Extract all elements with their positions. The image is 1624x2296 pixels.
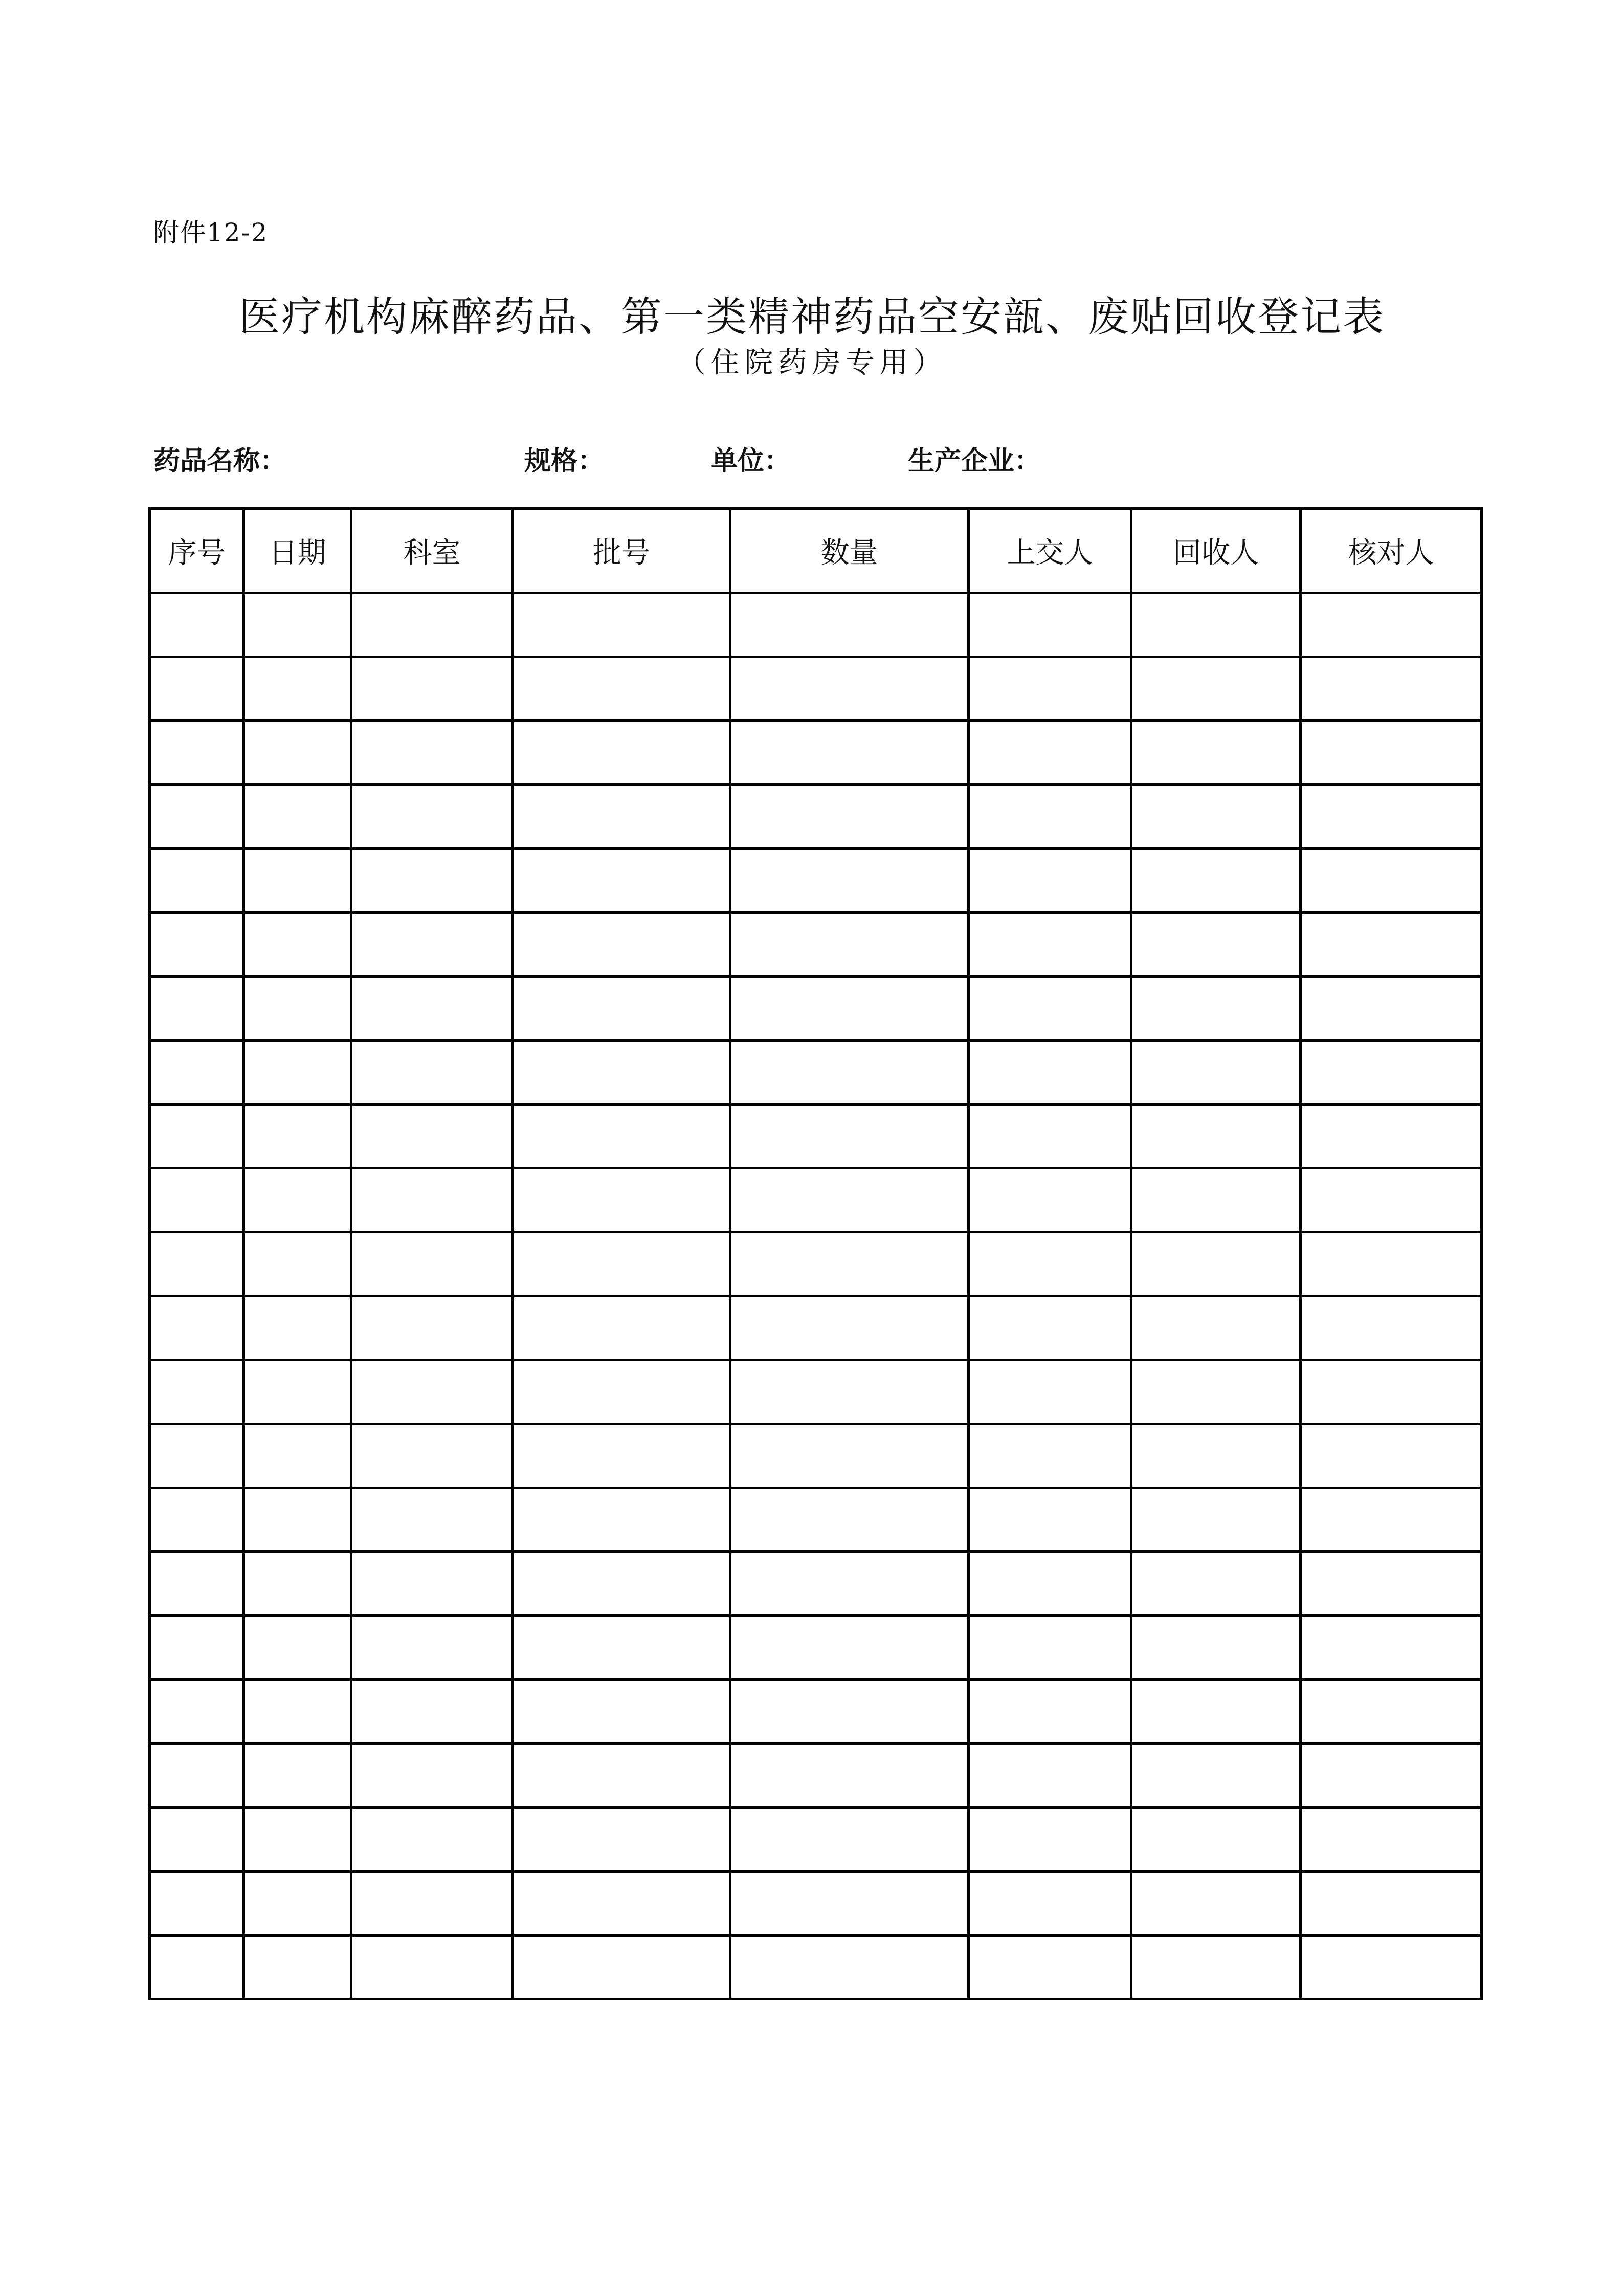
table-row: [150, 1041, 1482, 1105]
table-cell[interactable]: [730, 1808, 969, 1872]
table-row: [150, 1872, 1482, 1935]
table-cell[interactable]: [969, 1488, 1131, 1552]
table-cell[interactable]: [513, 1935, 730, 1999]
table-cell[interactable]: [150, 1872, 244, 1935]
table-cell[interactable]: [244, 1168, 351, 1232]
unit-label: 单位：: [711, 446, 791, 477]
table-cell[interactable]: [351, 1935, 513, 1999]
table-cell[interactable]: [351, 1744, 513, 1808]
table-cell[interactable]: [244, 1808, 351, 1872]
header-verifier: 核对人: [1301, 509, 1482, 593]
table-row: [150, 1808, 1482, 1872]
form-title: 医疗机构麻醉药品、第一类精神药品空安瓿、废贴回收登记表: [239, 293, 1385, 341]
table-cell[interactable]: [244, 721, 351, 785]
table-cell[interactable]: [351, 721, 513, 785]
spec-label: 规格：: [524, 446, 605, 477]
table-cell[interactable]: [513, 1744, 730, 1808]
header-batch-number: 批号: [513, 509, 730, 593]
table-cell[interactable]: [1131, 1424, 1301, 1488]
table-cell[interactable]: [730, 1935, 969, 1999]
table-row: [150, 849, 1482, 913]
table-cell[interactable]: [730, 1168, 969, 1232]
table-cell[interactable]: [150, 1488, 244, 1552]
table-cell[interactable]: [351, 1360, 513, 1424]
table-cell[interactable]: [244, 1041, 351, 1105]
table-cell[interactable]: [513, 1616, 730, 1680]
table-cell[interactable]: [513, 1232, 730, 1296]
table-row: [150, 977, 1482, 1041]
table-cell[interactable]: [150, 1680, 244, 1744]
table-cell[interactable]: [1131, 1041, 1301, 1105]
table-cell[interactable]: [513, 1296, 730, 1360]
table-cell[interactable]: [150, 657, 244, 721]
table-cell[interactable]: [1301, 721, 1482, 785]
table-cell[interactable]: [969, 1872, 1131, 1935]
table-cell[interactable]: [351, 1041, 513, 1105]
table-cell[interactable]: [150, 1808, 244, 1872]
table-cell[interactable]: [730, 1744, 969, 1808]
table-cell[interactable]: [1131, 1168, 1301, 1232]
table-row: [150, 1105, 1482, 1168]
table-cell[interactable]: [244, 1616, 351, 1680]
table-cell[interactable]: [730, 1296, 969, 1360]
header-quantity: 数量: [730, 509, 969, 593]
table-cell[interactable]: [730, 1232, 969, 1296]
table-cell[interactable]: [513, 785, 730, 849]
table-cell[interactable]: [244, 657, 351, 721]
table-row: [150, 1744, 1482, 1808]
table-cell[interactable]: [513, 1808, 730, 1872]
table-cell[interactable]: [1301, 785, 1482, 849]
table-cell[interactable]: [244, 1680, 351, 1744]
table-cell[interactable]: [1301, 1168, 1482, 1232]
table-cell[interactable]: [969, 849, 1131, 913]
table-cell[interactable]: [244, 1232, 351, 1296]
table-cell[interactable]: [351, 785, 513, 849]
table-cell[interactable]: [351, 1616, 513, 1680]
table-cell[interactable]: [150, 1168, 244, 1232]
table-row: [150, 1360, 1482, 1424]
table-cell[interactable]: [969, 1680, 1131, 1744]
table-cell[interactable]: [730, 849, 969, 913]
table-cell[interactable]: [1301, 1232, 1482, 1296]
attachment-number: 附件12-2: [153, 218, 269, 247]
table-cell[interactable]: [969, 1616, 1131, 1680]
table-row: [150, 785, 1482, 849]
table-cell[interactable]: [1131, 1808, 1301, 1872]
table-cell[interactable]: [244, 1488, 351, 1552]
table-cell[interactable]: [1131, 1552, 1301, 1616]
table-cell[interactable]: [969, 657, 1131, 721]
table-cell[interactable]: [730, 1872, 969, 1935]
table-cell[interactable]: [351, 977, 513, 1041]
table-cell[interactable]: [1301, 977, 1482, 1041]
table-cell[interactable]: [351, 1424, 513, 1488]
table-cell[interactable]: [513, 1680, 730, 1744]
table-cell[interactable]: [730, 1424, 969, 1488]
table-cell[interactable]: [969, 1360, 1131, 1424]
table-cell[interactable]: [244, 1105, 351, 1168]
table-cell[interactable]: [1301, 913, 1482, 977]
table-cell[interactable]: [1131, 785, 1301, 849]
table-cell[interactable]: [244, 1296, 351, 1360]
table-cell[interactable]: [969, 1935, 1131, 1999]
table-cell[interactable]: [1131, 1360, 1301, 1424]
table-cell[interactable]: [730, 1105, 969, 1168]
table-cell[interactable]: [969, 913, 1131, 977]
table-cell[interactable]: [969, 1744, 1131, 1808]
table-cell[interactable]: [1301, 1424, 1482, 1488]
table-cell[interactable]: [150, 1296, 244, 1360]
table-cell[interactable]: [1301, 1744, 1482, 1808]
table-cell[interactable]: [244, 913, 351, 977]
table-cell[interactable]: [513, 977, 730, 1041]
table-cell[interactable]: [244, 1935, 351, 1999]
table-row: [150, 1935, 1482, 1999]
table-cell[interactable]: [150, 1935, 244, 1999]
table-cell[interactable]: [1301, 1041, 1482, 1105]
header-date: 日期: [244, 509, 351, 593]
table-row: [150, 1424, 1482, 1488]
table-cell[interactable]: [1301, 849, 1482, 913]
table-cell[interactable]: [1301, 1680, 1482, 1744]
table-cell[interactable]: [969, 1552, 1131, 1616]
table-cell[interactable]: [1301, 1488, 1482, 1552]
table-cell[interactable]: [1131, 1616, 1301, 1680]
table-cell[interactable]: [1301, 1360, 1482, 1424]
table-cell[interactable]: [969, 1296, 1131, 1360]
table-cell[interactable]: [1301, 1616, 1482, 1680]
table-cell[interactable]: [1301, 1296, 1482, 1360]
table-cell[interactable]: [730, 721, 969, 785]
table-cell[interactable]: [513, 913, 730, 977]
table-cell[interactable]: [1301, 593, 1482, 657]
table-cell[interactable]: [730, 785, 969, 849]
table-cell[interactable]: [1131, 1488, 1301, 1552]
table-cell[interactable]: [1131, 1680, 1301, 1744]
table-cell[interactable]: [150, 1424, 244, 1488]
table-cell[interactable]: [1131, 1935, 1301, 1999]
table-cell[interactable]: [351, 593, 513, 657]
table-cell[interactable]: [351, 1808, 513, 1872]
table-cell[interactable]: [969, 977, 1131, 1041]
table-cell[interactable]: [730, 913, 969, 977]
table-row: [150, 1168, 1482, 1232]
table-cell[interactable]: [1131, 593, 1301, 657]
table-cell[interactable]: [244, 977, 351, 1041]
table-cell[interactable]: [150, 913, 244, 977]
table-cell[interactable]: [969, 1041, 1131, 1105]
table-row: [150, 1616, 1482, 1680]
table-cell[interactable]: [730, 1041, 969, 1105]
table-cell[interactable]: [244, 1744, 351, 1808]
table-cell[interactable]: [969, 1168, 1131, 1232]
table-cell[interactable]: [351, 657, 513, 721]
table-cell[interactable]: [969, 1105, 1131, 1168]
table-cell[interactable]: [969, 721, 1131, 785]
recovery-register-table: [148, 507, 1483, 2000]
table-cell[interactable]: [351, 1296, 513, 1360]
header-collector: 回收人: [1131, 509, 1301, 593]
table-cell[interactable]: [150, 1232, 244, 1296]
header-department: 科室: [351, 509, 513, 593]
table-cell[interactable]: [730, 1488, 969, 1552]
manufacturer-label: 生产企业：: [908, 446, 1041, 477]
header-submitter: 上交人: [969, 509, 1131, 593]
table-cell[interactable]: [1301, 1552, 1482, 1616]
table-cell[interactable]: [244, 593, 351, 657]
table-cell[interactable]: [969, 1424, 1131, 1488]
table-cell[interactable]: [244, 1424, 351, 1488]
table-cell[interactable]: [1131, 657, 1301, 721]
table-cell[interactable]: [351, 1872, 513, 1935]
table-cell[interactable]: [513, 1105, 730, 1168]
table-cell[interactable]: [513, 849, 730, 913]
drug-name-label: 药品名称：: [153, 446, 287, 477]
table-cell[interactable]: [730, 1552, 969, 1616]
table-cell[interactable]: [351, 913, 513, 977]
table-cell[interactable]: [513, 1552, 730, 1616]
table-header-row: [150, 509, 1482, 593]
table-cell[interactable]: [1131, 1872, 1301, 1935]
table-cell[interactable]: [244, 1552, 351, 1616]
table-cell[interactable]: [244, 1872, 351, 1935]
table-cell[interactable]: [1301, 1935, 1482, 1999]
table-row: [150, 593, 1482, 657]
table-cell[interactable]: [150, 1616, 244, 1680]
table-cell[interactable]: [1131, 1232, 1301, 1296]
table-cell[interactable]: [513, 1041, 730, 1105]
table-row: [150, 1488, 1482, 1552]
table-cell[interactable]: [351, 1680, 513, 1744]
table-cell[interactable]: [150, 785, 244, 849]
table-cell[interactable]: [513, 1168, 730, 1232]
table-cell[interactable]: [351, 1232, 513, 1296]
table-cell[interactable]: [150, 1360, 244, 1424]
table-cell[interactable]: [513, 1360, 730, 1424]
table-cell[interactable]: [351, 849, 513, 913]
table-cell[interactable]: [1131, 913, 1301, 977]
table-row: [150, 721, 1482, 785]
table-cell[interactable]: [1131, 977, 1301, 1041]
table-cell[interactable]: [1131, 1296, 1301, 1360]
table-cell[interactable]: [730, 1616, 969, 1680]
table-cell[interactable]: [730, 1680, 969, 1744]
table-row: [150, 1232, 1482, 1296]
table-cell[interactable]: [969, 785, 1131, 849]
table-cell[interactable]: [730, 657, 969, 721]
table-cell[interactable]: [513, 1488, 730, 1552]
table-row: [150, 1552, 1482, 1616]
table-cell[interactable]: [1301, 657, 1482, 721]
table-cell[interactable]: [730, 977, 969, 1041]
table-cell[interactable]: [513, 657, 730, 721]
table-row: [150, 913, 1482, 977]
table-cell[interactable]: [244, 849, 351, 913]
table-cell[interactable]: [1131, 1105, 1301, 1168]
form-subtitle: （住院药房专用）: [677, 346, 947, 379]
table-cell[interactable]: [150, 977, 244, 1041]
table-cell[interactable]: [969, 1232, 1131, 1296]
table-cell[interactable]: [1301, 1105, 1482, 1168]
table-cell[interactable]: [730, 593, 969, 657]
table-cell[interactable]: [1131, 1744, 1301, 1808]
table-cell[interactable]: [150, 1744, 244, 1808]
table-row: [150, 1680, 1482, 1744]
table-cell[interactable]: [351, 1168, 513, 1232]
table-cell[interactable]: [150, 1105, 244, 1168]
table-cell[interactable]: [244, 785, 351, 849]
table-cell[interactable]: [1131, 849, 1301, 913]
table-cell[interactable]: [513, 721, 730, 785]
table-cell[interactable]: [150, 593, 244, 657]
table-row: [150, 657, 1482, 721]
table-cell[interactable]: [351, 1552, 513, 1616]
table-cell[interactable]: [150, 849, 244, 913]
table-cell[interactable]: [969, 593, 1131, 657]
table-cell[interactable]: [969, 1808, 1131, 1872]
table-cell[interactable]: [1301, 1808, 1482, 1872]
table-cell[interactable]: [150, 1552, 244, 1616]
table-cell[interactable]: [730, 1360, 969, 1424]
table-cell[interactable]: [150, 721, 244, 785]
header-serial-number: 序号: [150, 509, 244, 593]
table-cell[interactable]: [1301, 1872, 1482, 1935]
table-cell[interactable]: [513, 1872, 730, 1935]
table-cell[interactable]: [513, 1424, 730, 1488]
table-cell[interactable]: [150, 1041, 244, 1105]
table-cell[interactable]: [513, 593, 730, 657]
table-cell[interactable]: [1131, 721, 1301, 785]
table-cell[interactable]: [351, 1488, 513, 1552]
table-row: [150, 1296, 1482, 1360]
table-cell[interactable]: [351, 1105, 513, 1168]
table-cell[interactable]: [244, 1360, 351, 1424]
table-body: [150, 593, 1482, 1999]
